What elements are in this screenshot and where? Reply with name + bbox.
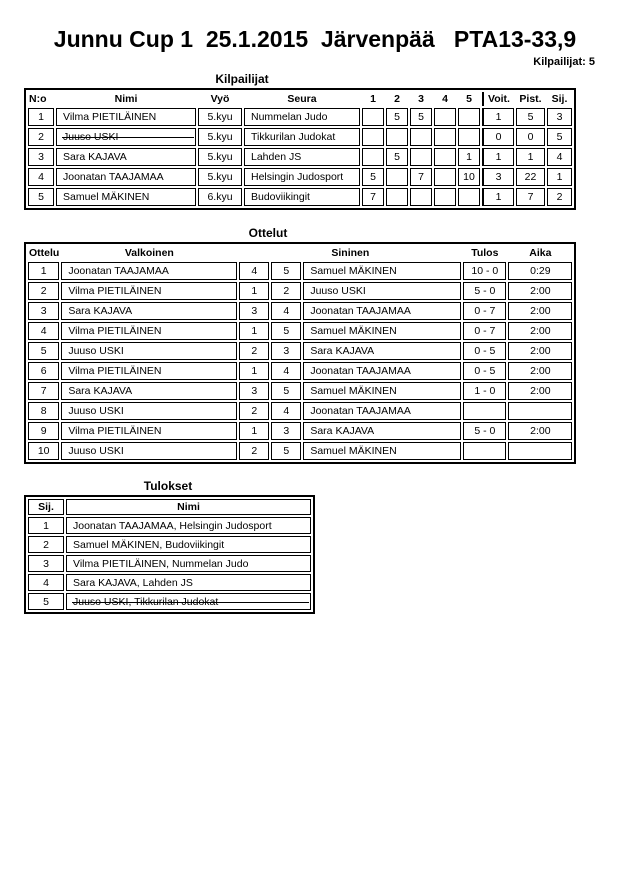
blue-number: 3	[271, 422, 301, 440]
blue-number: 5	[271, 322, 301, 340]
col-header-5: 5	[466, 93, 472, 105]
competitor-row	[28, 148, 572, 166]
score-vs-4	[434, 188, 456, 206]
blue-name: Sara KAJAVA	[303, 422, 461, 440]
match-no: 6	[28, 362, 59, 380]
col-header-place: Sij.	[551, 93, 568, 105]
match-no: 3	[28, 302, 59, 320]
match-row	[28, 322, 572, 340]
result-name: Juuso USKI, Tikkurilan Judokat	[66, 593, 311, 610]
competitor-place: 4	[547, 148, 572, 166]
col-header-1: 1	[370, 93, 376, 105]
match-row	[28, 342, 572, 360]
match-row	[28, 302, 572, 320]
competitor-no: 2	[28, 128, 54, 146]
blue-name: Joonatan TAAJAMAA	[303, 402, 461, 420]
competitors-heading: Kilpailijat	[215, 72, 269, 86]
blue-name: Samuel MÄKINEN	[303, 262, 461, 280]
matches-heading: Ottelut	[248, 226, 288, 240]
result-place: 1	[28, 517, 64, 534]
white-name: Sara KAJAVA	[61, 302, 237, 320]
competitor-wins: 0	[482, 128, 514, 146]
white-name: Vilma PIETILÄINEN	[61, 322, 237, 340]
results-header-row	[28, 499, 311, 515]
match-result: 1 - 0	[463, 382, 506, 400]
score-vs-5	[458, 188, 480, 206]
score-vs-2: 5	[386, 148, 408, 166]
blue-number: 5	[271, 382, 301, 400]
match-row	[28, 442, 572, 460]
score-vs-5: 10	[458, 168, 480, 186]
score-vs-3: 7	[410, 168, 432, 186]
white-number: 1	[239, 362, 269, 380]
competitor-name: Vilma PIETILÄINEN	[56, 108, 196, 126]
competitor-row	[28, 168, 572, 186]
col-header-club: Seura	[287, 93, 317, 105]
competitor-club: Tikkurilan Judokat	[244, 128, 360, 146]
col-header-time: Aika	[529, 247, 552, 259]
score-vs-2	[386, 188, 408, 206]
result-name: Samuel MÄKINEN, Budoviikingit	[66, 536, 311, 553]
score-vs-4	[434, 148, 456, 166]
match-no: 1	[28, 262, 59, 280]
match-result: 0 - 5	[463, 342, 506, 360]
match-row	[28, 262, 572, 280]
col-header-place: Sij.	[28, 499, 64, 515]
blue-name: Samuel MÄKINEN	[303, 442, 461, 460]
col-header-4: 4	[442, 93, 448, 105]
score-vs-2	[386, 168, 408, 186]
blue-name: Juuso USKI	[303, 282, 461, 300]
score-vs-4	[434, 108, 456, 126]
score-vs-1: 7	[362, 188, 384, 206]
competitor-club: Helsingin Judosport	[244, 168, 360, 186]
white-name: Juuso USKI	[61, 442, 237, 460]
result-place: 5	[28, 593, 64, 610]
white-number: 1	[239, 282, 269, 300]
white-name: Juuso USKI	[61, 402, 237, 420]
match-row	[28, 362, 572, 380]
score-vs-1: 5	[362, 168, 384, 186]
match-no: 8	[28, 402, 59, 420]
competitor-club: Budoviikingit	[244, 188, 360, 206]
match-no: 7	[28, 382, 59, 400]
col-header-no: N:o	[29, 93, 47, 105]
white-name: Juuso USKI	[61, 342, 237, 360]
score-vs-3	[410, 148, 432, 166]
match-no: 2	[28, 282, 59, 300]
blue-number: 3	[271, 342, 301, 360]
match-time	[508, 402, 572, 420]
white-name: Sara KAJAVA	[61, 382, 237, 400]
match-time: 2:00	[508, 322, 572, 340]
white-name: Joonatan TAAJAMAA	[61, 262, 237, 280]
result-place: 3	[28, 555, 64, 572]
match-no: 5	[28, 342, 59, 360]
competitor-points: 22	[516, 168, 545, 186]
result-row	[28, 574, 311, 591]
competitor-no: 5	[28, 188, 54, 206]
page-title: Junnu Cup 1 25.1.2015 Järvenpää PTA13-33,9	[53, 26, 577, 52]
white-number: 1	[239, 322, 269, 340]
blue-name: Sara KAJAVA	[303, 342, 461, 360]
blue-name: Joonatan TAAJAMAA	[303, 302, 461, 320]
competitor-belt: 5.kyu	[198, 108, 242, 126]
result-row	[28, 555, 311, 572]
match-result: 0 - 7	[463, 302, 506, 320]
match-result: 5 - 0	[463, 282, 506, 300]
score-vs-2	[386, 128, 408, 146]
match-result: 5 - 0	[463, 422, 506, 440]
white-number: 3	[239, 382, 269, 400]
result-place: 2	[28, 536, 64, 553]
match-time: 0:29	[508, 262, 572, 280]
score-vs-5	[458, 108, 480, 126]
col-header-result: Tulos	[471, 247, 499, 259]
white-name: Vilma PIETILÄINEN	[61, 362, 237, 380]
competitor-belt: 6.kyu	[198, 188, 242, 206]
competitor-place: 1	[547, 168, 572, 186]
white-name: Vilma PIETILÄINEN	[61, 282, 237, 300]
competitor-row	[28, 128, 572, 146]
match-no: 10	[28, 442, 59, 460]
match-row	[28, 402, 572, 420]
competitors-header-row	[28, 92, 572, 106]
match-time	[508, 442, 572, 460]
result-name: Sara KAJAVA, Lahden JS	[66, 574, 311, 591]
match-result	[463, 442, 506, 460]
blue-name: Samuel MÄKINEN	[303, 382, 461, 400]
result-name: Vilma PIETILÄINEN, Nummelan Judo	[66, 555, 311, 572]
results-heading: Tulokset	[143, 479, 193, 493]
blue-name: Joonatan TAAJAMAA	[303, 362, 461, 380]
white-number: 2	[239, 402, 269, 420]
score-vs-4	[434, 168, 456, 186]
match-no: 4	[28, 322, 59, 340]
competitor-no: 4	[28, 168, 54, 186]
competitor-wins: 1	[482, 108, 514, 126]
competitor-belt: 5.kyu	[198, 128, 242, 146]
match-row	[28, 382, 572, 400]
score-vs-2: 5	[386, 108, 408, 126]
score-vs-3	[410, 128, 432, 146]
competitor-wins: 1	[482, 188, 514, 206]
competitor-club: Nummelan Judo	[244, 108, 360, 126]
competitor-name: Juuso USKI	[56, 128, 196, 146]
competitor-belt: 5.kyu	[198, 168, 242, 186]
match-time: 2:00	[508, 282, 572, 300]
col-header-white: Valkoinen	[124, 247, 174, 259]
competitor-no: 1	[28, 108, 54, 126]
col-header-points: Pist.	[519, 93, 542, 105]
col-header-wins: Voit.	[482, 92, 514, 106]
match-result: 0 - 7	[463, 322, 506, 340]
competitor-points: 5	[516, 108, 545, 126]
col-header-blue: Sininen	[331, 247, 370, 259]
matches-table	[24, 242, 576, 464]
score-vs-5: 1	[458, 148, 480, 166]
col-header-match-no: Ottelu	[29, 247, 60, 259]
match-time: 2:00	[508, 342, 572, 360]
white-number: 2	[239, 442, 269, 460]
competitor-points: 1	[516, 148, 545, 166]
matches-header-row	[28, 246, 572, 260]
blue-number: 5	[271, 262, 301, 280]
competitor-no: 3	[28, 148, 54, 166]
match-time: 2:00	[508, 362, 572, 380]
blue-name: Samuel MÄKINEN	[303, 322, 461, 340]
competitor-belt: 5.kyu	[198, 148, 242, 166]
result-row	[28, 536, 311, 553]
white-number: 4	[239, 262, 269, 280]
match-row	[28, 282, 572, 300]
score-vs-1	[362, 128, 384, 146]
match-result: 10 - 0	[463, 262, 506, 280]
competitor-points: 0	[516, 128, 545, 146]
score-vs-1	[362, 108, 384, 126]
match-result	[463, 402, 506, 420]
competitor-club: Lahden JS	[244, 148, 360, 166]
competitor-row	[28, 188, 572, 206]
score-vs-5	[458, 128, 480, 146]
white-number: 2	[239, 342, 269, 360]
competitor-row	[28, 108, 572, 126]
blue-number: 4	[271, 402, 301, 420]
score-vs-4	[434, 128, 456, 146]
competitor-name: Samuel MÄKINEN	[56, 188, 196, 206]
match-time: 2:00	[508, 422, 572, 440]
blue-number: 4	[271, 362, 301, 380]
result-place: 4	[28, 574, 64, 591]
competitor-wins: 1	[482, 148, 514, 166]
score-vs-1	[362, 148, 384, 166]
match-result: 0 - 5	[463, 362, 506, 380]
competitor-place: 5	[547, 128, 572, 146]
score-vs-3: 5	[410, 108, 432, 126]
blue-number: 2	[271, 282, 301, 300]
col-header-2: 2	[394, 93, 400, 105]
blue-number: 5	[271, 442, 301, 460]
result-name: Joonatan TAAJAMAA, Helsingin Judosport	[66, 517, 311, 534]
results-table	[24, 495, 315, 614]
match-no: 9	[28, 422, 59, 440]
col-header-3: 3	[418, 93, 424, 105]
col-header-name: Nimi	[66, 499, 311, 515]
competitor-wins: 3	[482, 168, 514, 186]
col-header-belt: Vyö	[210, 93, 230, 105]
match-row	[28, 422, 572, 440]
competitor-points: 7	[516, 188, 545, 206]
white-number: 3	[239, 302, 269, 320]
col-header-name: Nimi	[114, 93, 138, 105]
white-number: 1	[239, 422, 269, 440]
competitor-name: Joonatan TAAJAMAA	[56, 168, 196, 186]
competitor-place: 3	[547, 108, 572, 126]
match-time: 2:00	[508, 382, 572, 400]
competitors-count-label: Kilpailijat: 5	[533, 56, 595, 68]
competitor-place: 2	[547, 188, 572, 206]
score-vs-3	[410, 188, 432, 206]
competitors-table	[24, 88, 576, 210]
competitor-name: Sara KAJAVA	[56, 148, 196, 166]
result-row	[28, 517, 311, 534]
white-name: Vilma PIETILÄINEN	[61, 422, 237, 440]
blue-number: 4	[271, 302, 301, 320]
result-row	[28, 593, 311, 610]
match-time: 2:00	[508, 302, 572, 320]
